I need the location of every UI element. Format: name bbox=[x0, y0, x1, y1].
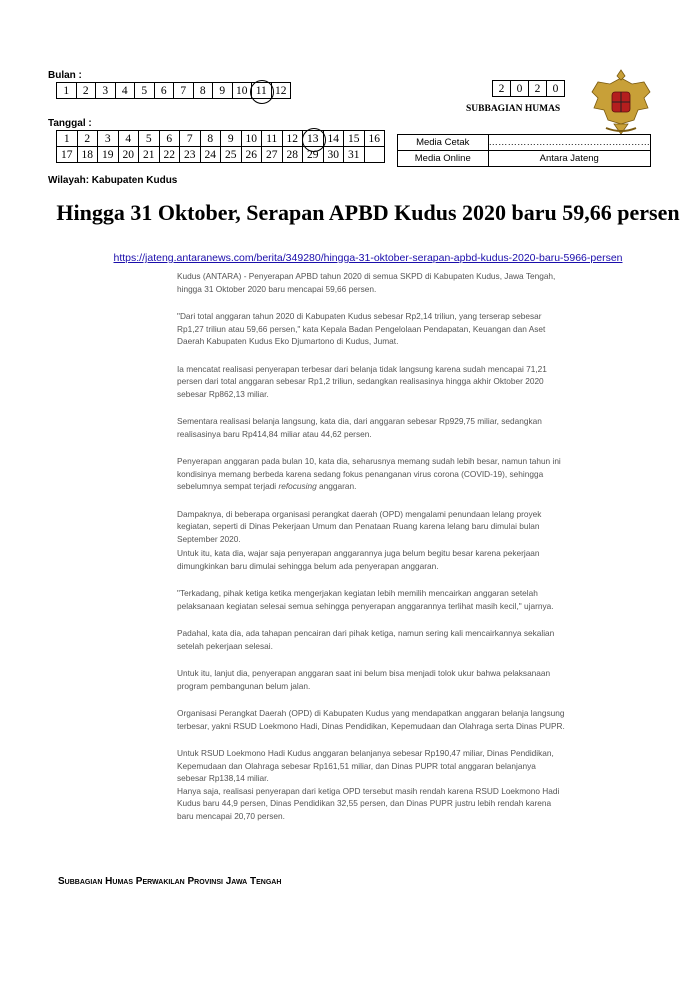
year-box bbox=[492, 80, 565, 97]
month-cell-8: 8 bbox=[193, 83, 213, 99]
day-grid bbox=[56, 130, 385, 163]
day-cell-27: 27 bbox=[262, 147, 283, 163]
article-paragraph: Padahal, kata dia, ada tahapan pencairan dari pihak ketiga, namun sering kali mencairkannya sekalian setelah pekerjaan selesai. bbox=[177, 628, 555, 651]
day-cell-19: 19 bbox=[98, 147, 119, 163]
day-cell-4: 4 bbox=[118, 131, 139, 147]
year-digit-2: 2 bbox=[529, 81, 547, 97]
day-cell-31: 31 bbox=[344, 147, 365, 163]
month-cell-4: 4 bbox=[115, 83, 135, 99]
month-cell-10: 10 bbox=[232, 83, 252, 99]
article-paragraph: Ia mencatat realisasi penyerapan terbesar dari belanja tidak langsung karena sudah mencapai 71,21 persen dari total anggaran sebesar Rp1,2 triliun, sedangkan realisasinya hingga akhir Oktober 2020 sebesar Rp862,13 miliar. bbox=[177, 363, 547, 399]
media-online-label: Media Online bbox=[398, 151, 489, 167]
article-paragraph: Dampaknya, di beberapa organisasi perangkat daerah (OPD) mengalami penundaan lelang proyek kegiatan, seperti di Dinas Pekerjaan Umum dan Penataan Ruang karena lelang baru dimulai bulan September 2020. bbox=[177, 508, 542, 544]
month-cell-11: 11 bbox=[252, 83, 272, 99]
day-cell-18: 18 bbox=[77, 147, 98, 163]
article-paragraph: Penyerapan anggaran pada bulan 10, kata dia, seharusnya memang sudah lebih besar, namun tahun ini kondisinya memang berbeda karena sedang fokus penanganan virus corona (COVID-19), sehingga sebelumnya sempat terjadi refocusing anggaran. bbox=[177, 456, 561, 491]
day-cell-3: 3 bbox=[98, 131, 119, 147]
day-cell-23: 23 bbox=[180, 147, 201, 163]
day-cell-16: 16 bbox=[364, 131, 385, 147]
day-cell-15: 15 bbox=[344, 131, 365, 147]
day-cell-5: 5 bbox=[139, 131, 160, 147]
day-cell-10: 10 bbox=[241, 131, 262, 147]
month-cell-12: 12 bbox=[271, 83, 291, 99]
garuda-emblem-icon bbox=[584, 64, 658, 138]
month-cell-2: 2 bbox=[76, 83, 96, 99]
media-cetak-label: Media Cetak bbox=[398, 135, 489, 151]
day-cell-22: 22 bbox=[159, 147, 180, 163]
article-paragraph: "Terkadang, pihak ketiga ketika mengerjakan kegiatan lebih memilih mencairkan anggaran setelah pelaksanaan kegiatan selesai semua sehingga penyerapan anggarannya terlihat masih kecil," ujarnya. bbox=[177, 588, 554, 611]
media-cetak-value: …………………………………………… bbox=[488, 135, 651, 151]
day-cell-empty bbox=[364, 147, 385, 163]
day-cell-25: 25 bbox=[221, 147, 242, 163]
article-title: Hingga 31 Oktober, Serapan APBD Kudus 2020 baru 59,66 persen bbox=[56, 200, 680, 225]
day-cell-7: 7 bbox=[180, 131, 201, 147]
day-cell-17: 17 bbox=[57, 147, 78, 163]
day-cell-2: 2 bbox=[77, 131, 98, 147]
media-online-value: Antara Jateng bbox=[488, 151, 651, 167]
day-cell-21: 21 bbox=[139, 147, 160, 163]
footer-unit: Subbagian Humas Perwakilan Provinsi Jawa Tengah bbox=[58, 876, 282, 887]
day-cell-11: 11 bbox=[262, 131, 283, 147]
month-cell-6: 6 bbox=[154, 83, 174, 99]
media-table bbox=[397, 134, 651, 167]
day-cell-12: 12 bbox=[282, 131, 303, 147]
day-cell-14: 14 bbox=[323, 131, 344, 147]
year-digit-0: 0 bbox=[547, 81, 565, 97]
day-cell-9: 9 bbox=[221, 131, 242, 147]
article-paragraph: Kudus (ANTARA) - Penyerapan APBD tahun 2020 di semua SKPD di Kabupaten Kudus, Jawa Tengah, hingga 31 Oktober 2020 baru mencapai 59,66 persen. bbox=[177, 271, 556, 294]
day-cell-20: 20 bbox=[118, 147, 139, 163]
month-cell-1: 1 bbox=[57, 83, 77, 99]
article-paragraph: Organisasi Perangkat Daerah (OPD) di Kabupaten Kudus yang mendapatkan anggaran belanja langsung terbesar, yakni RSUD Loekmono Hadi, Dinas Pendidikan, Kepemudaan dan Olahraga serta Dinas PUPR. bbox=[177, 708, 565, 731]
article-paragraph: Untuk itu, kata dia, wajar saja penyerapan anggarannya juga belum begitu besar karena pekerjaan dimungkinkan baru dimulai sehingga belum ada penyerapan anggaran. bbox=[177, 548, 540, 571]
day-cell-8: 8 bbox=[200, 131, 221, 147]
day-cell-6: 6 bbox=[159, 131, 180, 147]
day-cell-26: 26 bbox=[241, 147, 262, 163]
year-digit-0: 0 bbox=[511, 81, 529, 97]
article-body bbox=[177, 270, 567, 822]
year-digit-2: 2 bbox=[493, 81, 511, 97]
day-cell-13: 13 bbox=[303, 131, 324, 147]
month-grid bbox=[56, 82, 291, 99]
unit-label: SUBBAGIAN HUMAS bbox=[466, 104, 561, 114]
day-cell-1: 1 bbox=[57, 131, 78, 147]
article-paragraph: Sementara realisasi belanja langsung, kata dia, dari anggaran sebesar Rp929,75 miliar, sedangkan realisasinya baru Rp414,84 miliar atau 44,62 persen. bbox=[177, 416, 542, 439]
month-cell-7: 7 bbox=[174, 83, 194, 99]
article-paragraph: Hanya saja, realisasi penyerapan dari ketiga OPD tersebut masih rendah karena RSUD Loekmono Hadi Kudus baru 44,9 persen, Dinas Pendidikan 32,55 persen, dan Dinas PUPR justru lebih rendah karena baru mencapai 20,70 persen. bbox=[177, 785, 560, 821]
day-cell-28: 28 bbox=[282, 147, 303, 163]
bulan-label: Bulan : bbox=[48, 70, 82, 81]
article-paragraph: Untuk itu, lanjut dia, penyerapan anggaran saat ini belum bisa menjadi tolok ukur bahwa pelaksanaan program pembangunan belum jalan. bbox=[177, 668, 551, 691]
month-cell-3: 3 bbox=[96, 83, 116, 99]
wilayah-label: Wilayah: Kabupaten Kudus bbox=[48, 175, 178, 186]
day-cell-24: 24 bbox=[200, 147, 221, 163]
article-paragraph: Untuk RSUD Loekmono Hadi Kudus anggaran belanjanya sebesar Rp190,47 miliar, Dinas Pendidikan, Kepemudaan dan Olahraga sebesar Rp161,51 miliar, dan Dinas PUPR total anggaran belanjanya sebesar Rp138,14 miliar. bbox=[177, 748, 554, 783]
article-paragraph: "Dari total anggaran tahun 2020 di Kabupaten Kudus sebesar Rp2,14 triliun, yang terserap sebesar Rp1,27 triliun atau 59,66 persen," kata Kepala Badan Pengelolaan Pendapatan, Keuangan dan Aset Daerah Kabupaten Kudus Eko Djumartono di Kudus, Jumat. bbox=[177, 311, 546, 346]
article-link[interactable]: https://jateng.antaranews.com/berita/349280/hingga-31-oktober-serapan-apbd-kudus-2020-baru-5966-persen bbox=[113, 252, 623, 264]
day-cell-30: 30 bbox=[323, 147, 344, 163]
day-cell-29: 29 bbox=[303, 147, 324, 163]
month-cell-9: 9 bbox=[213, 83, 233, 99]
tanggal-label: Tanggal : bbox=[48, 118, 92, 129]
month-cell-5: 5 bbox=[135, 83, 155, 99]
